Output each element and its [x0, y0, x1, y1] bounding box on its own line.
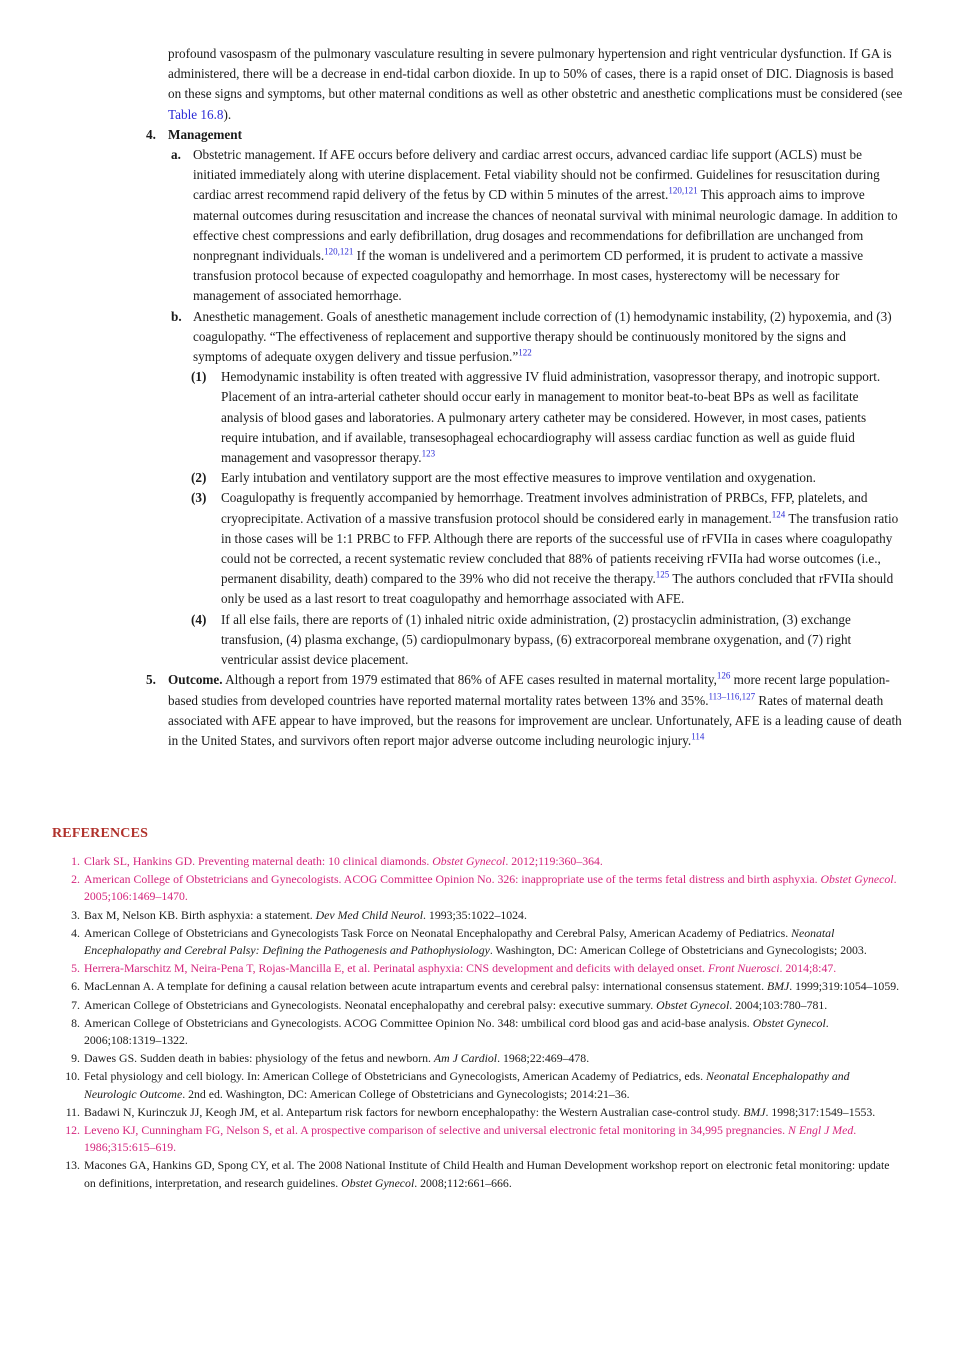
reference-authors-title: Leveno KJ, Cunningham FG, Nelson S, et al. A prospective comparison of selective and universal electronic fetal monitoring in 34,995 pregnancies. [84, 1123, 789, 1138]
outcome-section [146, 670, 903, 751]
references-heading: REFERENCES [52, 826, 149, 841]
reference-item[interactable] [65, 1122, 902, 1156]
reference-number: 13. [65, 1158, 80, 1173]
reference-number: 3. [71, 907, 80, 922]
reference-number: 5. [71, 961, 80, 976]
citation-link[interactable]: 122 [518, 347, 532, 358]
item-label: b. [171, 308, 182, 324]
reference-journal: Dev Med Child Neurol [315, 907, 424, 922]
reference-authors-title: American College of Obstetricians and Gynecologists Task Force on Neonatal Encephalopathy and Cerebral Palsy, American Academy of Pediatrics. [84, 925, 792, 940]
paragraph-text: more recent large population-based studies from developed countries have reported maternal mortality rates between 13% and 35%. [168, 672, 890, 708]
paragraph-text: Early intubation and ventilatory support are the most effective measures to improve ventilation and oxygenation. [221, 470, 816, 486]
section-number: 4. [146, 126, 156, 142]
reference-item[interactable] [71, 871, 902, 905]
reference-item [65, 1104, 902, 1121]
reference-authors-title: American College of Obstetricians and Gynecologists. ACOG Committee Opinion No. 348: umbilical cord blood gas and acid-base analysis. [84, 1015, 753, 1030]
reference-journal: Neonatal Encephalopathy and Neurologic Outcome [84, 1069, 850, 1101]
reference-authors-title: Fetal physiology and cell biology. In: American College of Obstetricians and Gynecologists, American Academy of Pediatrics, eds. [84, 1069, 707, 1084]
reference-journal: Obstet Gynecol [341, 1175, 415, 1190]
citation-link[interactable]: 124 [771, 509, 786, 520]
reference-citation-details: . 1986;315:615–619. [84, 1123, 857, 1155]
reference-citation-details: . 1993;35:1022–1024. [423, 907, 527, 922]
reference-authors-title: MacLennan A. A template for defining a causal relation between acute intrapartum events and cerebral palsy: international consensus statement. [84, 979, 767, 994]
reference-number: 10. [65, 1069, 80, 1084]
reference-item [71, 907, 902, 924]
list-item [191, 468, 903, 488]
paragraph-text: The authors concluded that rFVIIa should only be used as a last resort to treat coagulopathy and hemorrhage associated with AFE. [221, 571, 894, 607]
paragraph-text: Rates of maternal death associated with AFE appear to have improved, but the reasons for improvement are unclear. Unfortunately, AFE is a leading cause of death in the United States, and survivors often report major adverse outcome including neurologic injury. [168, 692, 902, 748]
paragraph-text: The transfusion ratio in those cases will be 1:1 PRBC to FFP. Although there are reports of the successful use of rFVIIa in cases where coagulopathy could not be corrected, a recent systematic review concluded that 88% of patients receiving rFVIIa had worse outcomes (i.e., permanent disability, death) compared to the 39% who did not receive the therapy. [221, 510, 899, 587]
reference-item[interactable] [71, 853, 902, 870]
reference-journal: BMJ [767, 979, 790, 994]
reference-citation-details: . 2nd ed. Washington, DC: American College of Obstetricians and Gynecologists; 2014:21–36. [182, 1086, 630, 1101]
reference-item [71, 925, 902, 959]
reference-citation-details: . 2006;108:1319–1322. [84, 1015, 829, 1048]
reference-item [71, 978, 902, 995]
reference-citation-details: . 2004;103:780–781. [729, 997, 828, 1012]
paragraph-text: If the woman is undelivered and a perimortem CD performed, it is prudent to activate a massive transfusion protocol because of expected coagulopathy and hemorrhage. In most cases, hysterectomy will be necessary for management of associated hemorrhage. [193, 248, 864, 304]
reference-journal: Obstet Gynecol [752, 1015, 826, 1030]
list-item [191, 367, 903, 468]
reference-citation-details: . Washington, DC: American College of Obstetricians and Gynecologists; 2003. [489, 943, 867, 958]
reference-authors-title: Bax M, Nelson KB. Birth asphyxia: a statement. [84, 907, 316, 922]
item-label: (4) [191, 611, 207, 627]
list-item [191, 610, 903, 671]
reference-authors-title: Herrera-Marschitz M, Neira-Pena T, Rojas-Mancilla E, et al. Perinatal asphyxia: CNS development and deficits with delayed onset. [84, 961, 708, 976]
paragraph-text: Obstetric management. If AFE occurs before delivery and cardiac arrest occurs, advanced cardiac life support (ACLS) must be initiated immediately along with uterine displacement. Fetal viability should not be confirmed. Guidelines for resuscitation during cardiac arrest recommend rapid delivery of the fetus by CD within 5 minutes of the arrest. [193, 147, 880, 203]
reference-number: 4. [71, 925, 80, 940]
item-label: (3) [191, 490, 207, 506]
intro-text: profound vasospasm of the pulmonary vasculature resulting in severe pulmonary hypertension and right ventricular dysfunction. If GA is administered, there will be a decrease in end-tidal carbon dioxide. In up to 50% of cases, there is a rapid onset of DIC. Diagnosis is based on these signs and symptoms, but other maternal conditions as well as other obstetric and anesthetic complications must be considered (see [168, 46, 903, 102]
reference-number: 7. [71, 997, 80, 1012]
reference-journal: Front Nuerosci [707, 961, 780, 976]
reference-citation-details: . 2008;112:661–666. [414, 1175, 512, 1190]
main-text [0, 40, 953, 751]
reference-citation-details: . 2005;106:1469–1470. [84, 872, 897, 904]
item-label: (2) [191, 470, 207, 486]
reference-item [65, 1157, 902, 1191]
citation-link[interactable]: 113–116,127 [708, 691, 756, 702]
references-list [52, 853, 902, 1193]
reference-number: 12. [65, 1123, 80, 1138]
citation-link[interactable]: 114 [691, 731, 705, 742]
paragraph-text: Coagulopathy is frequently accompanied by hemorrhage. Treatment involves administration of PRBCs, FFP, platelets, and cryoprecipitate. Activation of a massive transfusion protocol should be considered early in management. [221, 490, 868, 526]
paragraph-text: Hemodynamic instability is often treated with aggressive IV fluid administration, vasopressor therapy, and inotropic support. Placement of an intra-arterial catheter should occur early in management to monitor beat-to-beat BPs as well as facilitate analysis of blood gases and laboratories. A pulmonary artery catheter may be considered. However, in most cases, patients require intubation, and if available, transesophageal echocardiography will assess cardiac function as well as guide fluid management and vasopressor therapy. [221, 369, 881, 466]
section-title: Outcome. [168, 672, 223, 688]
reference-number: 9. [71, 1051, 80, 1066]
citation-link[interactable]: 120,121 [668, 186, 698, 197]
reference-journal: Obstet Gynecol [656, 997, 730, 1012]
table-link[interactable]: Table 16.8 [168, 106, 224, 122]
reference-journal: BMJ [743, 1104, 766, 1119]
reference-citation-details: . 1968;22:469–478. [497, 1051, 590, 1066]
reference-journal: Am J Cardiol [433, 1051, 498, 1066]
reference-authors-title: American College of Obstetricians and Gynecologists. ACOG Committee Opinion No. 326: inappropriate use of the terms fetal distress and birth asphyxia. [84, 872, 821, 887]
reference-number: 1. [71, 854, 80, 868]
reference-authors-title: Macones GA, Hankins GD, Spong CY, et al. The 2008 National Institute of Child Health and Human Development workshop report on electronic fetal monitoring: update on definitions, interpretation, and research guidelines. [84, 1158, 890, 1190]
intro-tail: ). [223, 106, 232, 122]
reference-item [65, 1068, 902, 1102]
reference-journal: Obstet Gynecol [432, 854, 506, 868]
list-item [191, 488, 903, 609]
reference-item [71, 1015, 902, 1049]
intro-paragraph [168, 44, 903, 125]
citation-link[interactable]: 123 [421, 448, 436, 459]
paragraph-text: Anesthetic management. Goals of anesthetic management include correction of (1) hemodynamic instability, (2) hypoxemia, and (3) coagulopathy. “The effectiveness of replacement and supportive therapy should be continuously monitored by the signs and symptoms of adequate oxygen delivery and tissue perfusion.” [193, 308, 892, 365]
reference-journal: N Engl J Med [788, 1123, 854, 1138]
reference-authors-title: Badawi N, Kurinczuk JJ, Keogh JM, et al. Antepartum risk factors for newborn encephalopathy: the Western Australian case-control study. [84, 1104, 744, 1119]
paragraph-text: Although a report from 1979 estimated that 86% of AFE cases resulted in maternal mortality, [222, 672, 717, 688]
citation-link[interactable]: 125 [655, 569, 670, 580]
management-section [146, 125, 903, 145]
reference-citation-details: . 2012;119:360–364. [505, 854, 603, 868]
reference-citation-details: . 1999;319:1054–1059. [789, 979, 900, 994]
reference-journal: Obstet Gynecol [820, 872, 894, 887]
item-label: (1) [191, 369, 207, 385]
anesthetic-management [171, 307, 903, 368]
section-title: Management [168, 126, 242, 142]
reference-number: 2. [71, 872, 80, 887]
reference-authors-title: Dawes GS. Sudden death in babies: physiology of the fetus and newborn. [84, 1051, 434, 1066]
citation-link[interactable]: 120,121 [324, 246, 354, 257]
reference-item[interactable] [71, 960, 902, 977]
paragraph-text: This approach aims to improve maternal outcomes during resuscitation and increase the chances of neonatal survival with minimal neurologic damage. In addition to effective chest compressions and early defibrillation, drug dosages and recommendations for defibrillation are unchanged from nonpregnant individuals. [193, 187, 898, 264]
item-label: a. [171, 147, 181, 163]
reference-authors-title: Clark SL, Hankins GD. Preventing maternal death: 10 clinical diamonds. [84, 854, 433, 868]
obstetric-management [171, 145, 903, 307]
reference-number: 6. [71, 979, 80, 994]
reference-citation-details: . 2014;8:47. [779, 961, 837, 976]
reference-item [71, 997, 902, 1014]
reference-number: 8. [71, 1015, 80, 1030]
section-number: 5. [146, 672, 156, 688]
paragraph-text: If all else fails, there are reports of (1) inhaled nitric oxide administration, (2) prostacyclin administration, (3) exchange transfusion, (4) plasma exchange, (5) cardiopulmonary bypass, (6) extracorporeal membrane oxygenation, and (7) right ventricular assist device placement. [221, 611, 852, 668]
reference-citation-details: . 1998;317:1549–1553. [765, 1104, 876, 1119]
citation-link[interactable]: 126 [716, 670, 731, 681]
reference-journal: Neonatal Encephalopathy and Cerebral Palsy: Defining the Pathogenesis and Pathophysiology [84, 925, 835, 958]
reference-item [71, 1050, 902, 1067]
reference-authors-title: American College of Obstetricians and Gynecologists. Neonatal encephalopathy and cerebral palsy: executive summary. [84, 997, 657, 1012]
reference-number: 11. [65, 1104, 80, 1119]
